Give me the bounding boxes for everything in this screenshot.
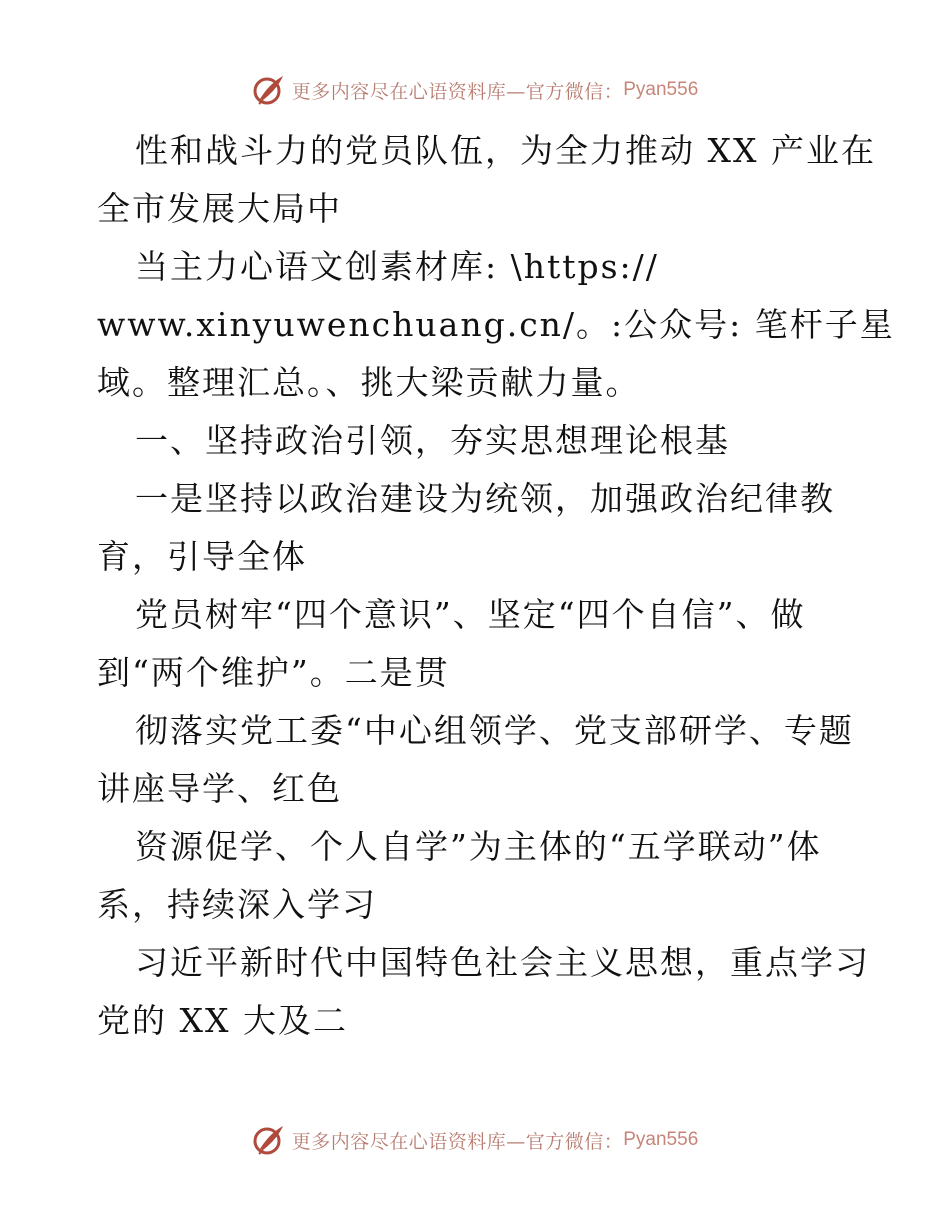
body-line: 讲座导学、红色 xyxy=(97,769,342,808)
body-line: 育，引导全体 xyxy=(97,537,307,576)
section-heading: 一、坚持政治引领，夯实思想理论根基 xyxy=(135,421,730,460)
body-line: 系，持续深入学习 xyxy=(97,885,377,924)
quill-circle-logo-icon xyxy=(252,73,286,107)
document-body xyxy=(97,122,895,1050)
watermark-banner-bottom xyxy=(0,1120,950,1160)
body-line: 到“两个维护”。二是贯 xyxy=(97,653,450,692)
watermark-wechat-id: Pyan556 xyxy=(623,1129,699,1150)
body-line: 彻落实党工委“中心组领学、党支部研学、专题 xyxy=(135,711,854,750)
quill-circle-logo-icon xyxy=(252,1123,286,1157)
body-line: 当主力心语文创素材库: \https:// xyxy=(135,247,659,286)
body-line: 资源促学、个人自学”为主体的“五学联动”体 xyxy=(135,827,822,866)
body-line: 一是坚持以政治建设为统领，加强政治纪律教 xyxy=(135,479,835,518)
body-line: 习近平新时代中国特色社会主义思想，重点学习 xyxy=(135,943,870,982)
watermark-wechat-id: Pyan556 xyxy=(623,79,699,100)
body-line: 性和战斗力的党员队伍，为全力推动 XX 产业在 xyxy=(135,131,876,170)
watermark-banner-top xyxy=(0,70,950,110)
body-line: 党的 XX 大及二 xyxy=(97,1001,348,1040)
body-line: 全市发展大局中 xyxy=(97,189,342,228)
watermark-text: 更多内容尽在心语资料库—官方微信： xyxy=(291,80,624,103)
body-line: www.xinyuwenchuang.cn/。:公众号: 笔杆子星 xyxy=(97,305,895,344)
watermark-text: 更多内容尽在心语资料库—官方微信： xyxy=(291,1130,624,1153)
body-line: 域。整理汇总。、挑大梁贡献力量。 xyxy=(97,363,641,402)
body-line: 党员树牢“四个意识”、坚定“四个自信”、做 xyxy=(135,595,806,634)
